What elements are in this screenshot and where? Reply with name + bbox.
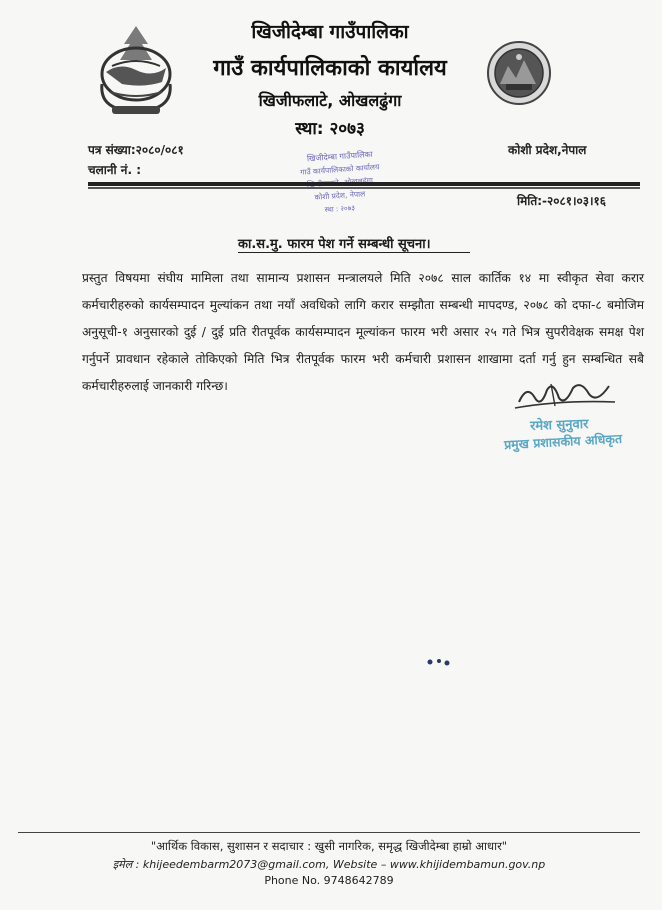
stamp-line-4: कोशी प्रदेश, नेपाल [314,189,366,202]
footer-contact: इमेल : khijeedembarm2073@gmail.com, Website – www.khijidembamun.gov.np [112,858,546,871]
notice-body: प्रस्तुत विषयमा संघीय मामिला तथा सामान्य प्रशासन मन्त्रालयले मिति २०७८ साल कार्तिक १४ मा स्वीकृत सेवा करार कर्मचारीहरुको कार्यसम्पादन मुल्यांकन तथा नयाँ अवधिको लागि करार सम्झौता सम्बन्धी मापदण्ड, २०७८ को दफा-८ बमोजिम अनुसूची-१ अनुसारको दुई / दुई प्रति रीतपूर्वक कार्यसम्पादन मूल्यांकन फारम भरी असार २५ गते भित्र सुपरीवेक्षक समक्ष पेश गर्नुपर्ने प्रावधान रहेकाले तोकिएको मिति भित्र रीतपूर्वक फारम भरी कर्मचारी प्रशासन शाखामा दर्ता गर्नु हुन सम्बन्धित सबै कर्मचारीहरुलाई जानकारी गरिन्छ। [82,271,644,393]
footer-motto: "आर्थिक विकास, सुशासन र सदाचार : खुसी नागरिक, समृद्ध खिजीदेम्बा हाम्रो आधार" [150,839,508,853]
stamp-line-5: स्था : २०७३ [324,203,356,215]
notice-date: मिति:-२०८१।०३।१६ [517,194,607,208]
header-divider-thin [88,187,640,189]
province-label: कोशी प्रदेश,नेपाल [508,143,587,157]
stamp-line-1: खिजीदेम्बा गाउँपालिका [306,149,374,164]
ink-blot [424,656,454,668]
office-address: खिजीफलाटे, ओखलढुंगा [258,91,402,110]
handwritten-signature [511,376,621,414]
stamp-line-2: गाउँ कार्यपालिकाको कार्यालय [300,162,380,177]
notice-subject: का.स.मु. फारम पेश गर्ने सम्बन्धी सूचना। [238,237,431,252]
office-name: गाउँ कार्यपालिकाको कार्यालय [213,56,447,81]
signatory-name: रमेश सुनुवार [529,416,589,435]
header-divider [88,182,640,186]
established-year: स्था: २०७३ [295,119,365,139]
dispatch-number: चलानी नं. : [88,163,142,177]
subject-underline [238,252,470,253]
municipality-name: खिजीदेम्बा गाउँपालिका [251,21,409,43]
footer-phone: Phone No. 9748642789 [264,874,394,887]
reference-number: पत्र संख्या:२०८०/०८१ [88,143,184,157]
signatory-title: प्रमुख प्रशासकीय अधिकृत [503,430,623,453]
footer-divider [18,832,640,833]
